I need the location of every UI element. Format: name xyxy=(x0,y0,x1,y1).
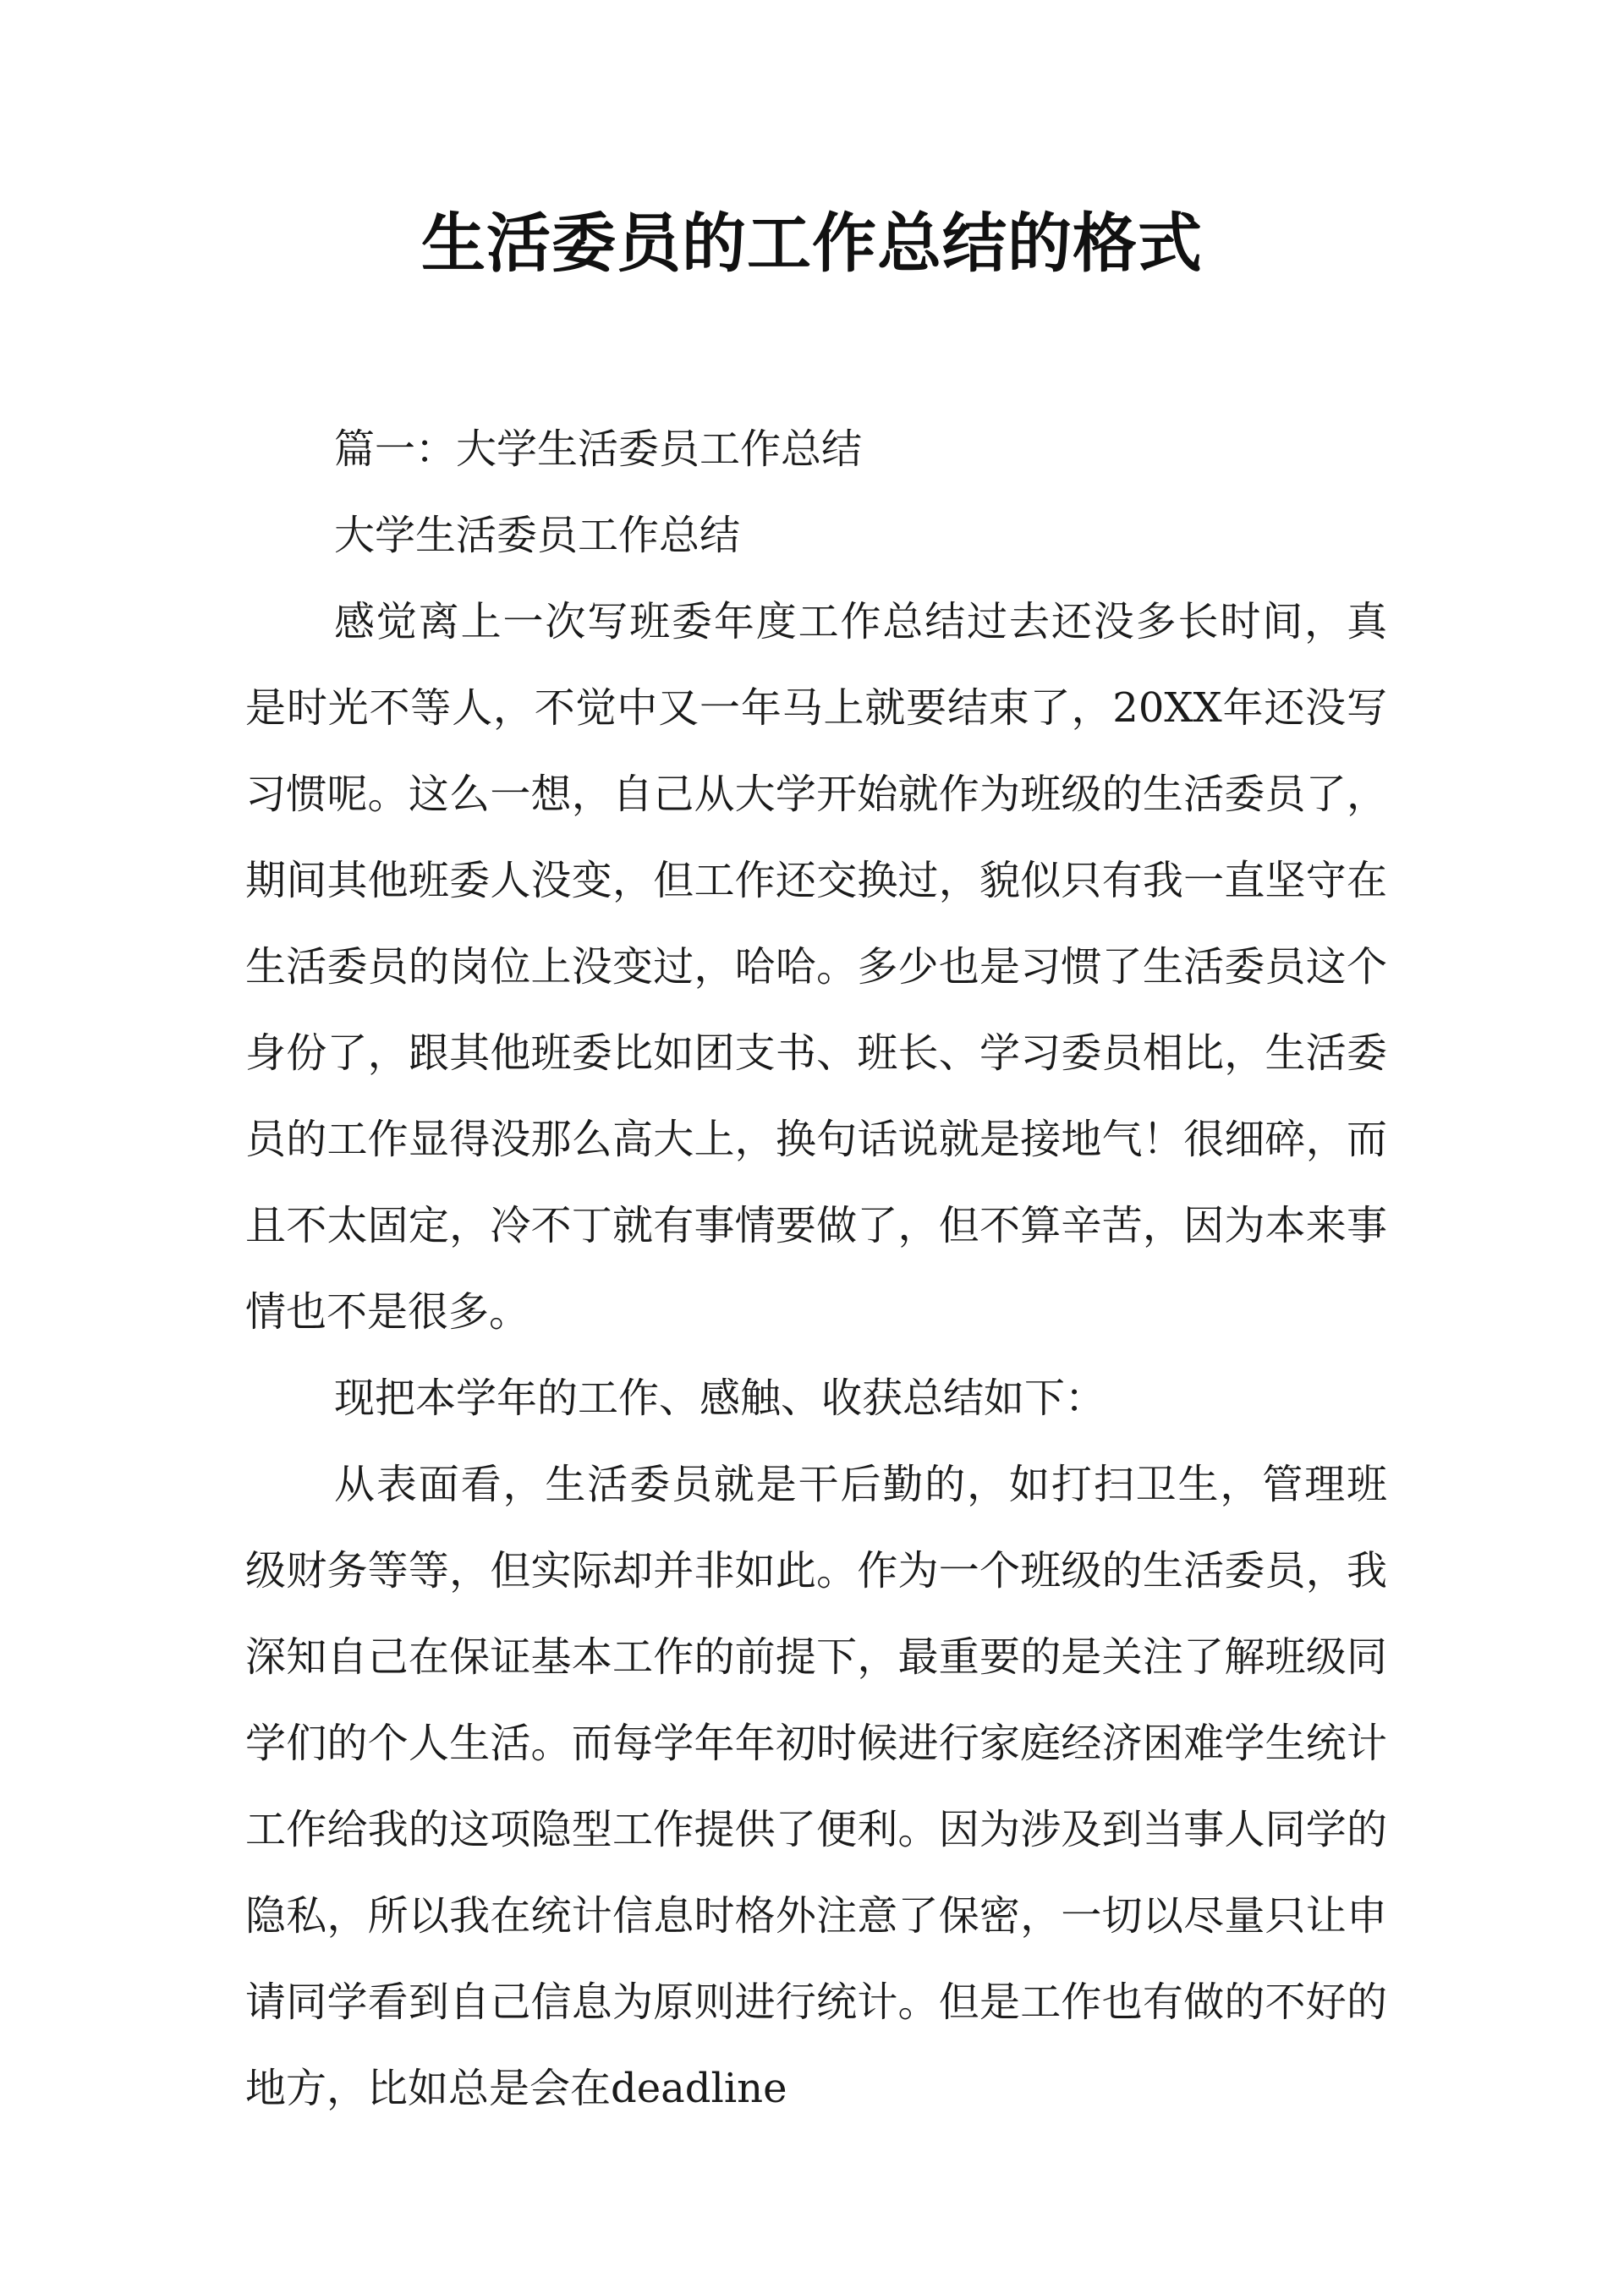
subheading: 大学生活委员工作总结 xyxy=(334,512,741,559)
paragraph-3: 从表面看，生活委员就是干后勤的，如打扫卫生，管理班级财务等等，但实际却并非如此。作为一个班级的生活委员，我深知自己在保证基本工作的前提下，最重要的是关注了解班级同学们的个人生活。而每学年年初时候进行家庭经济困难学生统计工作给我的这项隐型工作提供了便利。因为涉及到当事人同学的隐私，所以我在统计信息时格外注意了保密，一切以尽量只让申请同学看到自己信息为原则进行统计。但是工作也有做的不好的地方，比如总是会在deadline xyxy=(245,1461,1387,2112)
section-heading: 篇一：大学生活委员工作总结 xyxy=(334,425,863,473)
document-body xyxy=(245,406,1387,2132)
paragraph-1: 感觉离上一次写班委年度工作总结过去还没多长时间，真是时光不等人，不觉中又一年马上就要结束了，20XX年还没写习惯呢。这么一想，自己从大学开始就作为班级的生活委员了，期间其他班委人没变，但工作还交换过，貌似只有我一直坚守在生活委员的岗位上没变过，哈哈。多少也是习惯了生活委员这个身份了，跟其他班委比如团支书、班长、学习委员相比，生活委员的工作显得没那么高大上，换句话说就是接地气！很细碎，而且不太固定，冷不丁就有事情要做了，但不算辛苦，因为本来事情也不是很多。 xyxy=(245,598,1387,1336)
document-title: 生活委员的工作总结的格式 xyxy=(421,206,1203,281)
paragraph-2: 现把本学年的工作、感触、收获总结如下： xyxy=(334,1375,1106,1422)
